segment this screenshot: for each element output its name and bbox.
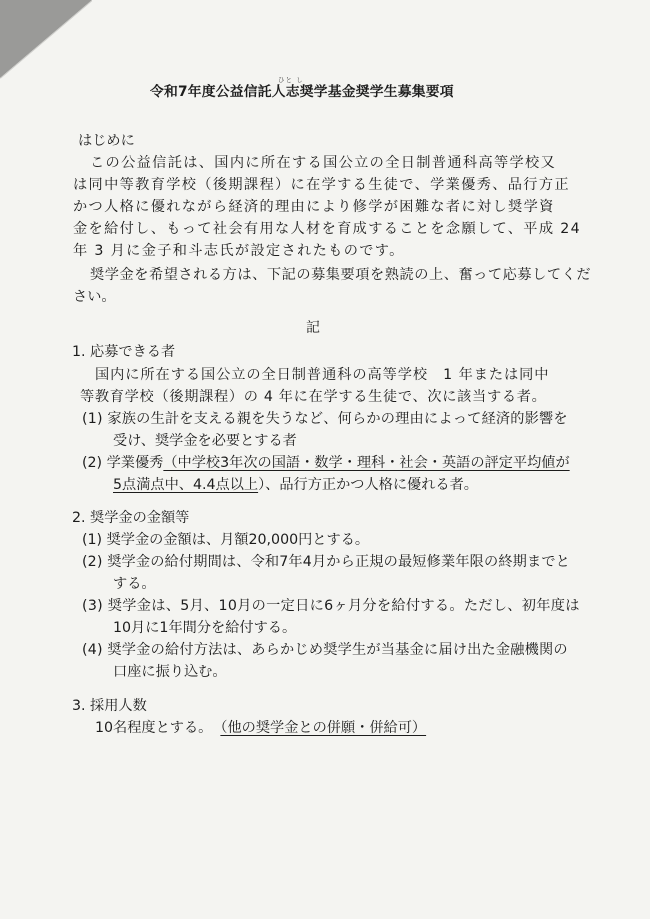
section-2-item-3-cont: 10月に1年間分を給付する。	[113, 620, 297, 636]
section-3-heading: 3. 採用人数	[72, 698, 147, 714]
section-3-body: 10名程度とする。 （他の奨学金との併願・併給可）	[95, 720, 427, 736]
section-1-heading: 1. 応募できる者	[72, 344, 176, 360]
section-1-item-2: (2) 学業優秀（中学校3年次の国語・数学・理科・社会・英語の評定平均値が	[82, 455, 570, 471]
section-1-body: 等教育学校（後期課程）の 4 年に在学する生徒で、次に該当する者。	[80, 389, 547, 405]
intro-heading: はじめに	[78, 133, 135, 149]
section-2-item-2: (2) 奨学金の給付期間は、令和7年4月から正規の最短修業年限の終期までと	[82, 554, 571, 570]
section-2-item-3: (3) 奨学金は、5月、10月の一定日に6ヶ月分を給付する。ただし、初年度は	[82, 598, 580, 614]
intro-line: は同中等教育学校（後期課程）に在学する生徒で、学業優秀、品行方正	[73, 177, 570, 193]
intro-line: この公益信託は、国内に所在する国公立の全日制普通科高等学校又	[90, 155, 557, 171]
section-2-item-4-cont: 口座に振り込む。	[113, 664, 227, 680]
intro-line: かつ人格に優れながら経済的理由により修学が困難な者に対し奨学資	[73, 199, 555, 215]
title-ruby: ひと し	[278, 76, 304, 84]
section-2-heading: 2. 奨学金の金額等	[72, 510, 190, 526]
section-2-item-2-cont: する。	[113, 576, 156, 592]
page-title: 令和7年度公益信託人志奨学基金奨学生募集要項	[150, 84, 454, 100]
section-1-item-1: (1) 家族の生計を支える親を失うなど、何らかの理由によって経済的影響を	[82, 411, 568, 427]
intro-line: 金を給付し、もって社会有用な人材を育成することを念願して、平成 24	[73, 221, 581, 237]
ki-mark: 記	[306, 320, 320, 336]
section-1-item-2-cont: 5点満点中、4.4点以上）、品行方正かつ人格に優れる者。	[113, 477, 478, 493]
intro-line: 年 3 月に金子和斗志氏が設定されたものです。	[73, 243, 405, 259]
section-1-body: 国内に所在する国公立の全日制普通科の高等学校 1 年または同中	[95, 367, 550, 383]
appeal-line: さい。	[73, 289, 116, 305]
section-2-item-4: (4) 奨学金の給付方法は、あらかじめ奨学生が当基金に届け出た金融機関の	[82, 642, 568, 658]
section-1-item-1-cont: 受け、奨学金を必要とする者	[113, 433, 297, 449]
section-2-item-1: (1) 奨学金の金額は、月額20,000円とする。	[82, 532, 370, 548]
appeal-line: 奨学金を希望される方は、下記の募集要項を熟読の上、奮って応募してくだ	[90, 267, 592, 283]
